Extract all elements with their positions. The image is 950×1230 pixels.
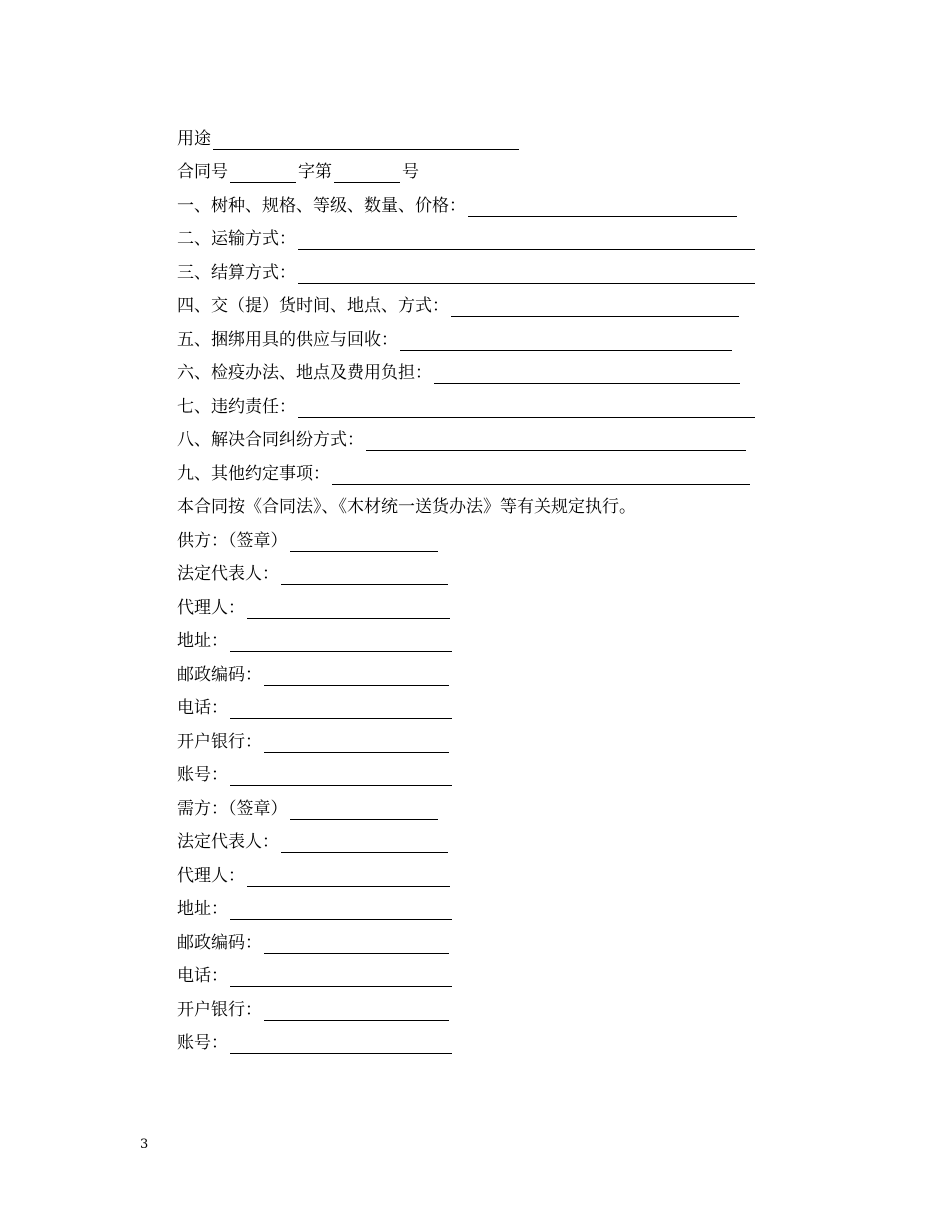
buyer-postcode-label: 邮政编码： — [177, 932, 262, 953]
clause-2 — [177, 217, 755, 251]
supplier-agent-blank[interactable] — [247, 602, 450, 619]
buyer-account-line — [177, 1021, 755, 1055]
supplier-phone-line — [177, 686, 755, 720]
buyer-sign-label: 需方：（签章） — [177, 798, 288, 819]
buyer-agent-line — [177, 853, 755, 887]
clause-label: 六、检疫办法、地点及费用负担： — [177, 363, 432, 383]
buyer-sign-blank[interactable] — [290, 803, 438, 820]
clause-blank[interactable] — [298, 233, 755, 250]
buyer-account-blank[interactable] — [230, 1037, 452, 1054]
buyer-phone-label: 电话： — [177, 966, 228, 986]
supplier-legal-rep-label: 法定代表人： — [177, 564, 279, 584]
buyer-bank-blank[interactable] — [264, 1004, 449, 1021]
buyer-agent-label: 代理人： — [177, 865, 245, 886]
legal-basis-text: 本合同按《合同法》、《木材统一送货办法》等有关规定执行。 — [177, 497, 636, 517]
clause-blank[interactable] — [366, 434, 746, 451]
contract-number-prefix: 合同号 — [177, 162, 228, 182]
usage-line — [177, 116, 755, 150]
supplier-sign-label: 供方：（签章） — [177, 530, 288, 551]
clause-blank[interactable] — [298, 267, 755, 284]
buyer-postcode-line — [177, 920, 755, 954]
clause-4 — [177, 284, 755, 318]
clause-7 — [177, 384, 755, 418]
usage-label: 用途 — [177, 128, 211, 149]
clause-6 — [177, 351, 755, 385]
clause-label: 三、结算方式： — [177, 262, 296, 283]
buyer-address-blank[interactable] — [230, 903, 452, 920]
supplier-postcode-line — [177, 652, 755, 686]
supplier-address-line — [177, 619, 755, 653]
clause-blank[interactable] — [468, 200, 737, 217]
contract-body — [177, 116, 755, 1054]
supplier-address-blank[interactable] — [230, 635, 452, 652]
clause-blank[interactable] — [332, 468, 750, 485]
page-number: 3 — [140, 1137, 149, 1152]
buyer-address-label: 地址： — [177, 899, 228, 919]
supplier-postcode-label: 邮政编码： — [177, 664, 262, 685]
clause-8 — [177, 418, 755, 452]
contract-number-serial-blank[interactable] — [334, 166, 400, 183]
supplier-phone-label: 电话： — [177, 698, 228, 718]
buyer-sign-line — [177, 786, 755, 820]
supplier-sign-blank[interactable] — [290, 535, 438, 552]
contract-number-middle: 字第 — [298, 162, 332, 182]
supplier-phone-blank[interactable] — [230, 702, 452, 719]
buyer-phone-line — [177, 954, 755, 988]
clause-9 — [177, 451, 755, 485]
supplier-agent-label: 代理人： — [177, 597, 245, 618]
clause-blank[interactable] — [400, 334, 732, 351]
supplier-address-label: 地址： — [177, 631, 228, 651]
buyer-legal-rep-blank[interactable] — [281, 836, 448, 853]
supplier-legal-rep-line — [177, 552, 755, 586]
supplier-legal-rep-blank[interactable] — [281, 568, 448, 585]
buyer-bank-line — [177, 987, 755, 1021]
buyer-address-line — [177, 887, 755, 921]
clause-label: 九、其他约定事项： — [177, 463, 330, 484]
clause-blank[interactable] — [451, 300, 739, 317]
buyer-legal-rep-line — [177, 820, 755, 854]
buyer-account-label: 账号： — [177, 1033, 228, 1053]
supplier-bank-blank[interactable] — [264, 736, 449, 753]
supplier-account-blank[interactable] — [230, 769, 452, 786]
clause-label: 七、违约责任： — [177, 396, 296, 417]
clause-label: 八、解决合同纠纷方式： — [177, 430, 364, 450]
clause-3 — [177, 250, 755, 284]
clause-blank[interactable] — [434, 367, 740, 384]
buyer-phone-blank[interactable] — [230, 970, 452, 987]
supplier-account-label: 账号： — [177, 765, 228, 785]
clause-label: 五、捆绑用具的供应与回收： — [177, 329, 398, 350]
clause-label: 二、运输方式： — [177, 229, 296, 249]
legal-basis — [177, 485, 755, 519]
buyer-postcode-blank[interactable] — [264, 937, 449, 954]
clause-blank[interactable] — [298, 401, 755, 418]
clause-label: 一、树种、规格、等级、数量、价格： — [177, 195, 466, 216]
clause-label: 四、交（提）货时间、地点、方式： — [177, 296, 449, 316]
supplier-account-line — [177, 753, 755, 787]
supplier-bank-line — [177, 719, 755, 753]
clause-1 — [177, 183, 755, 217]
contract-number-suffix: 号 — [402, 162, 419, 182]
supplier-bank-label: 开户银行： — [177, 731, 262, 752]
buyer-bank-label: 开户银行： — [177, 999, 262, 1020]
contract-number-code-blank[interactable] — [230, 166, 296, 183]
buyer-agent-blank[interactable] — [247, 870, 450, 887]
usage-blank[interactable] — [213, 133, 519, 150]
clause-5 — [177, 317, 755, 351]
supplier-agent-line — [177, 585, 755, 619]
contract-number-line — [177, 150, 755, 184]
buyer-legal-rep-label: 法定代表人： — [177, 832, 279, 852]
supplier-sign-line — [177, 518, 755, 552]
supplier-postcode-blank[interactable] — [264, 669, 449, 686]
